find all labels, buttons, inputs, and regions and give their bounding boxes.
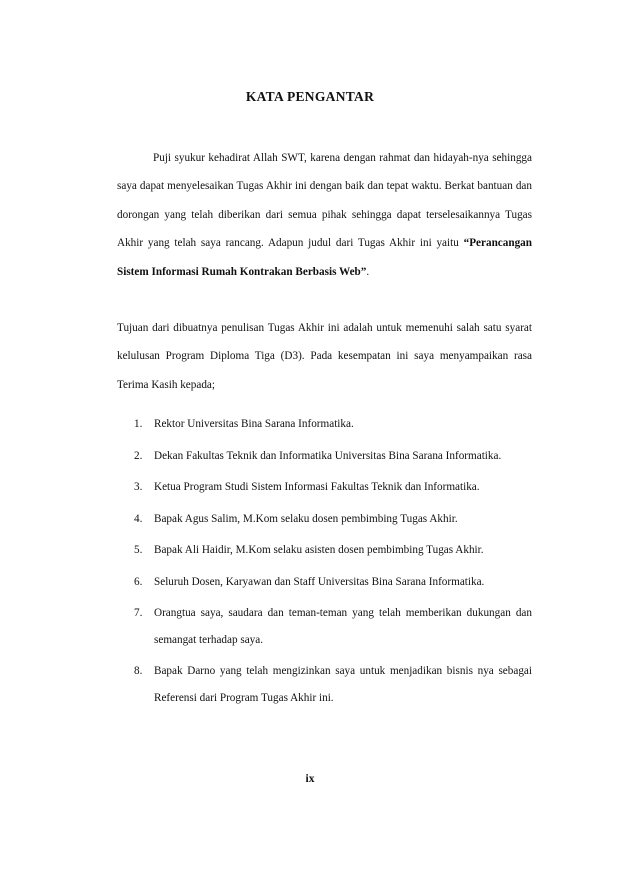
list-item — [117, 443, 532, 470]
paragraph-purpose — [117, 314, 532, 399]
list-item-text: Bapak Darno yang telah mengizinkan saya untuk menjadikan bisnis nya sebagai Referensi dari Program Tugas Akhir ini. — [154, 665, 532, 704]
list-item-text: Ketua Program Studi Sistem Informasi Fakultas Teknik dan Informatika. — [154, 481, 480, 493]
list-item — [117, 658, 532, 711]
list-item-number: 6. — [134, 575, 143, 588]
list-item-number: 1. — [134, 418, 143, 430]
paragraph-intro-end: . — [366, 265, 370, 278]
list-item-text: Dekan Fakultas Teknik dan Informatika Universitas Bina Sarana Informatika. — [154, 449, 502, 462]
list-item-number: 7. — [134, 607, 143, 619]
list-item-number: 5. — [134, 544, 143, 556]
page-number: ix — [305, 773, 315, 785]
list-item — [117, 506, 532, 533]
list-item-number: 8. — [134, 665, 143, 677]
list-item-text: Bapak Agus Salim, M.Kom selaku dosen pembimbing Tugas Akhir. — [154, 512, 458, 525]
list-item — [117, 600, 532, 653]
list-item-text: Seluruh Dosen, Karyawan dan Staff Universitas Bina Sarana Informatika. — [154, 575, 485, 588]
list-item — [117, 411, 532, 438]
page-title: KATA PENGANTAR — [245, 89, 375, 104]
list-item — [117, 569, 532, 596]
list-item-number: 2. — [134, 449, 143, 462]
paragraph-purpose-text: Tujuan dari dibuatnya penulisan Tugas Akhir ini adalah untuk memenuhi salah satu syarat kelulusan Program Diploma Tiga (D3). Pada kesempatan ini saya menyampaikan rasa Terima Kasih kepada; — [117, 322, 532, 391]
acknowledgement-list — [117, 411, 532, 711]
paragraph-intro-text: Puji syukur kehadirat Allah SWT, karena dengan rahmat dan hidayah-nya sehingga saya dapat menyelesaikan Tugas Akhir ini dengan baik dan tepat waktu. Berkat bantuan dan dorongan yang telah diberikan dari semua pihak sehingga dapat terselesaikannya Tugas Akhir yang telah saya rancang. Adapun judul dari Tugas Akhir ini yaitu — [117, 152, 532, 250]
list-item — [117, 474, 532, 501]
list-item-text: Rektor Universitas Bina Sarana Informatika. — [154, 418, 354, 430]
list-item-number: 4. — [134, 512, 143, 525]
paragraph-intro — [117, 144, 532, 286]
list-item — [117, 537, 532, 564]
list-item-text: Orangtua saya, saudara dan teman-teman yang telah memberikan dukungan dan semangat terhadap saya. — [154, 607, 532, 646]
list-item-number: 3. — [134, 481, 143, 493]
thesis-title: “Perancangan Sistem Informasi Rumah Kontrakan Berbasis Web” — [117, 237, 532, 278]
list-item-text: Bapak Ali Haidir, M.Kom selaku asisten dosen pembimbing Tugas Akhir. — [154, 544, 484, 556]
